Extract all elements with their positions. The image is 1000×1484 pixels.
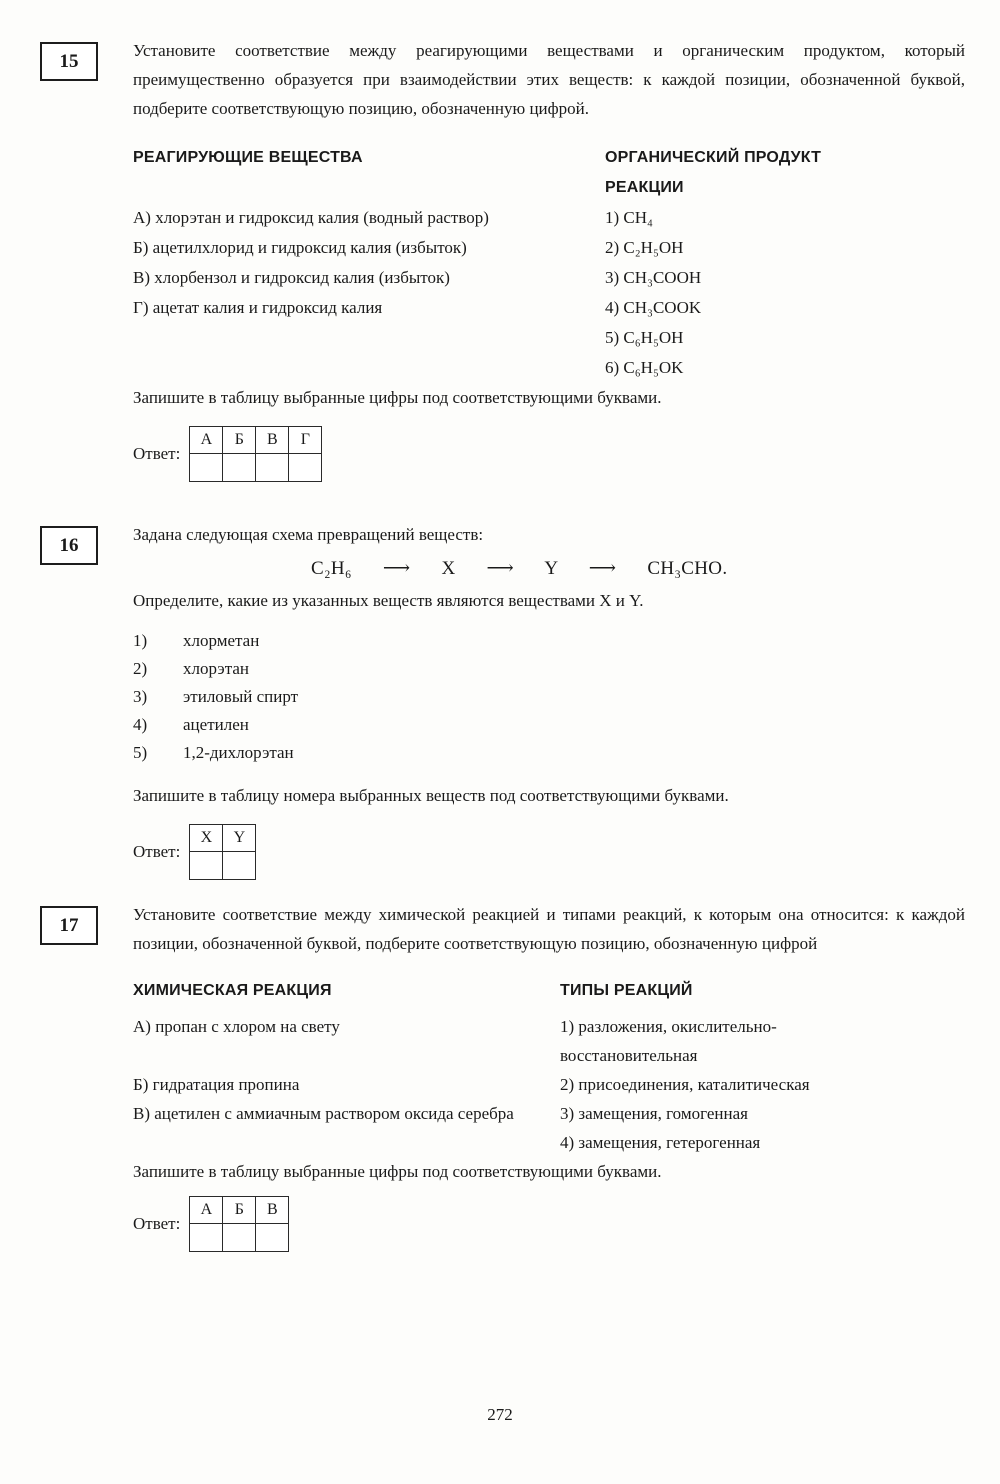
match-right-item: 2) C₂H₅OH [605, 238, 684, 257]
question-number: 15 [59, 50, 79, 72]
question-number: 16 [59, 534, 79, 556]
answer-header-cell: Г [289, 427, 322, 454]
transformation-scheme: C₂H₆ ⟶ X ⟶ Y ⟶ CH₃CHO. [311, 558, 728, 579]
answer-input-cell [190, 852, 223, 880]
option-item [133, 683, 965, 711]
answer-header-cell: Б [223, 1197, 256, 1224]
answer-header-cell: X [190, 825, 223, 852]
option-item [133, 655, 965, 683]
match-right-item: 1) разложения, окислительно-восстановительная [560, 1017, 777, 1065]
answer-label: Ответ: [133, 1214, 181, 1233]
answer-label: Ответ: [133, 842, 181, 861]
option-item [133, 711, 965, 739]
match-right-item: 3) замещения, гомогенная [560, 1104, 748, 1123]
match-right-item: 6) C₆H₅OK [605, 358, 684, 377]
answer-input-cell [289, 454, 322, 482]
matching-grid [133, 1012, 965, 1157]
match-right-item: 3) CH₃COOH [605, 268, 702, 287]
option-number: 2) [133, 659, 148, 678]
question-17 [40, 900, 965, 1252]
option-number: 1) [133, 631, 148, 650]
option-number: 5) [133, 743, 148, 762]
answer-table [189, 824, 256, 880]
option-text: ацетилен [183, 715, 249, 734]
option-text: этиловый спирт [183, 687, 299, 706]
answer-input-cell [256, 454, 289, 482]
question-intro: Установите соответствие между химической реакцией и типами реакций, к которым она относится: к каждой позиции, обозначенной буквой, подберите соответствующую позицию, обозначенную цифрой [133, 905, 965, 953]
answer-header-cell: В [256, 427, 289, 454]
answer-header-cell: В [256, 1197, 289, 1224]
match-left-item: Б) ацетилхлорид и гидроксид калия (избыток) [133, 238, 467, 257]
answer-header-cell: Y [223, 825, 256, 852]
write-instruction: Запишите в таблицу выбранные цифры под соответствующими буквами. [133, 1162, 662, 1181]
answer-header-cell: А [190, 427, 223, 454]
match-right-item: 2) присоединения, каталитическая [560, 1075, 810, 1094]
matching-columns [133, 143, 965, 383]
match-left-item: Б) гидратация пропина [133, 1075, 300, 1094]
option-item [133, 739, 965, 767]
match-right-item: 5) C₆H₅OH [605, 328, 684, 347]
question-intro: Установите соответствие между реагирующими веществами и органическим продуктом, который преимущественно образуется при взаимодействии этих веществ: к каждой позиции, обозначенной буквой, подберите соответствующую позицию, обозначенную цифрой. [133, 41, 965, 118]
answer-input-cell [223, 1224, 256, 1252]
reaction-column-header: ХИМИЧЕСКАЯ РЕАКЦИЯ [133, 982, 332, 999]
question-number-box [40, 42, 98, 81]
reagents-column [133, 143, 605, 383]
answer-table [189, 426, 322, 482]
question-number-box [40, 906, 98, 945]
question-intro: Задана следующая схема превращений веществ: [133, 525, 484, 544]
answer-input-cell [223, 852, 256, 880]
options-list [133, 627, 965, 767]
option-text: хлорметан [183, 631, 260, 650]
match-left-item: В) ацетилен с аммиачным раствором оксида серебра [133, 1104, 514, 1123]
match-right-item: 4) CH₃COOK [605, 298, 702, 317]
products-column [605, 143, 965, 383]
question-15 [40, 36, 965, 482]
answer-input-cell [223, 454, 256, 482]
option-text: 1,2-дихлорэтан [183, 743, 294, 762]
answer-block [133, 426, 965, 482]
products-column-header: ОРГАНИЧЕСКИЙ ПРОДУКТ РЕАКЦИИ [605, 149, 822, 196]
option-item [133, 627, 965, 655]
task-text: Определите, какие из указанных веществ являются веществами X и Y. [133, 591, 644, 610]
option-text: хлорэтан [183, 659, 249, 678]
write-instruction: Запишите в таблицу номера выбранных веществ под соответствующими буквами. [133, 786, 729, 805]
match-right-item: 1) CH₄ [605, 208, 653, 227]
reagents-column-header: РЕАГИРУЮЩИЕ ВЕЩЕСТВА [133, 149, 363, 166]
answer-input-cell [190, 1224, 223, 1252]
types-column-header: ТИПЫ РЕАКЦИЙ [560, 982, 693, 999]
answer-input-cell [256, 1224, 289, 1252]
match-left-item: В) хлорбензол и гидроксид калия (избыток) [133, 268, 450, 287]
answer-block [133, 1196, 965, 1252]
match-left-item [133, 1128, 530, 1157]
question-16 [40, 520, 965, 880]
answer-header-cell: А [190, 1197, 223, 1224]
match-right-item: 4) замещения, гетерогенная [560, 1133, 761, 1152]
option-number: 3) [133, 687, 148, 706]
answer-block [133, 824, 965, 880]
match-left-item: А) пропан с хлором на свету [133, 1017, 340, 1036]
write-instruction: Запишите в таблицу выбранные цифры под соответствующими буквами. [133, 388, 662, 407]
answer-table [189, 1196, 289, 1252]
option-number: 4) [133, 715, 148, 734]
answer-header-cell: Б [223, 427, 256, 454]
match-left-item: Г) ацетат калия и гидроксид калия [133, 298, 383, 317]
answer-input-cell [190, 454, 223, 482]
match-left-item: А) хлорэтан и гидроксид калия (водный раствор) [133, 208, 489, 227]
page-number: 272 [487, 1405, 513, 1424]
answer-label: Ответ: [133, 444, 181, 463]
question-number: 17 [59, 914, 79, 936]
question-number-box [40, 526, 98, 565]
matching-headers [133, 976, 965, 1006]
